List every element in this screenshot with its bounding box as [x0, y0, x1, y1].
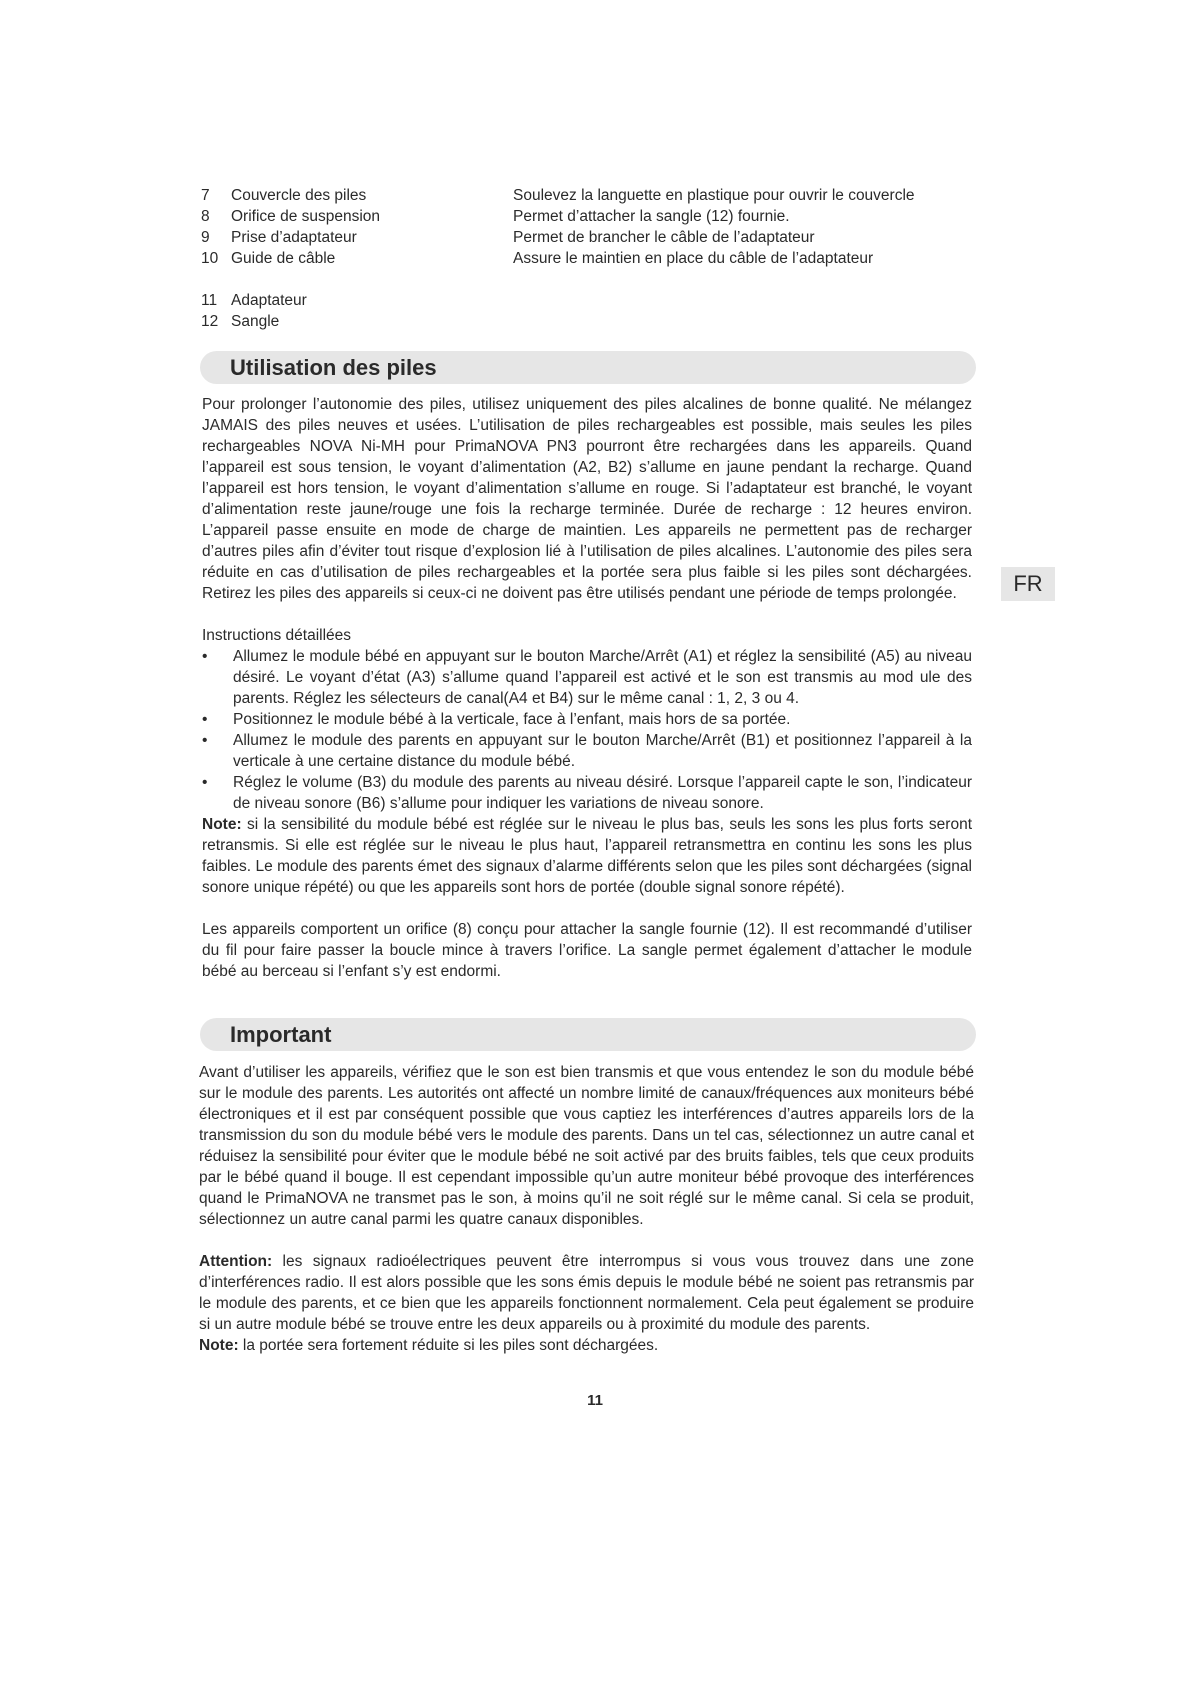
part-name: Orifice de suspension [231, 208, 381, 225]
section-header-important [200, 1018, 976, 1051]
note-text: la portée sera fortement réduite si les piles sont déchargées. [238, 1337, 659, 1354]
part-number: 10 [201, 250, 219, 267]
instruction-text: Réglez le volume (B3) du module des parents au niveau désiré. Lorsque l’appareil capte le son, l’indicateur de niveau sonore (B6) s’allume pour indiquer les variations de niveau sonore. [233, 774, 972, 812]
attention-label: Attention: [199, 1253, 273, 1270]
part-name: Adaptateur [231, 292, 307, 309]
part-name: Sangle [231, 313, 280, 330]
note-label: Note: [199, 1337, 239, 1354]
attention-paragraph [199, 1251, 974, 1335]
batteries-section-body [202, 394, 972, 982]
parts-list-item [201, 227, 981, 248]
parts-list [201, 185, 981, 332]
instructions-heading: Instructions détaillées [202, 627, 352, 644]
parts-list-item [201, 248, 981, 269]
part-name: Couvercle des piles [231, 187, 367, 204]
batteries-paragraph: Pour prolonger l’autonomie des piles, utilisez uniquement des piles alcalines de bonne qualité. Ne mélangez JAMAIS des piles neuves et usées. L’utilisation de piles rechargeables est possible, mais seules les piles rechargeables NOVA Ni-MH pour PrimaNOVA PN3 pourront être rechargées dans les appareils. Quand l’appareil est sous tension, le voyant d’alimentation (A2, B2) s’allume en jaune pendant la recharge. Quand l’appareil est hors tension, le voyant d’alimentation s’allume en rouge. Si l’adaptateur est branché, le voyant d’alimentation reste jaune/rouge une fois la recharge terminée. Durée de recharge : 12 heures environ. L’appareil passe ensuite en mode de charge de maintien. Les appareils ne permettent pas de recharger d’autres piles afin d’éviter tout risque d’explosion lié à l’utilisation de piles alcalines. L’autonomie des piles sera réduite en cas d’utilisation de piles rechargeables et la portée sera plus faible si les piles sont déchargées. Retirez les piles des appareils si ceux-ci ne doivent pas être utilisés pendant une période de temps prolongée. [202, 396, 972, 602]
part-name: Guide de câble [231, 250, 336, 267]
part-number: 11 [201, 292, 218, 309]
bullet-mark: • [202, 711, 208, 728]
instruction-bullet [202, 646, 972, 709]
part-description: Assure le maintien en place du câble de l’adaptateur [513, 250, 874, 267]
strap-paragraph: Les appareils comportent un orifice (8) conçu pour attacher la sangle fournie (12). Il est recommandé d’utiliser du fil pour faire passer la boucle mince à travers l’orifice. La sangle permet également d’attacher le module bébé au berceau si l’enfant s’y est endormi. [202, 921, 972, 980]
parts-list-item [201, 311, 981, 332]
instruction-text: Allumez le module des parents en appuyant sur le bouton Marche/Arrêt (B1) et positionnez l’appareil à la verticale à une certaine distance du module bébé. [233, 732, 972, 770]
part-description: Soulevez la languette en plastique pour ouvrir le couvercle [513, 187, 915, 204]
range-note [199, 1335, 974, 1356]
sensitivity-note [202, 814, 972, 898]
instruction-bullet [202, 709, 972, 730]
section-title: Important [230, 1022, 332, 1047]
part-description [513, 311, 981, 332]
attention-text: les signaux radioélectriques peuvent être interrompus si vous vous trouvez dans une zone d’interférences radio. Il est alors possible que les sons émis depuis le module bébé ne soient pas retransmis par le module des parents, et ce bien que les appareils fonctionnent normalement. Cela peut également se produire si un autre module bébé se trouve entre les deux appareils ou à proximité du module des parents. [199, 1253, 974, 1333]
instruction-text: Allumez le module bébé en appuyant sur le bouton Marche/Arrêt (A1) et réglez la sensibilité (A5) au niveau désiré. Le voyant d’état (A3) s’allume quand l’appareil est activé et le son est transmis au mod ule des parents. Réglez les sélecteurs de canal(A4 et B4) sur le même canal : 1, 2, 3 ou 4. [233, 648, 972, 707]
important-paragraph: Avant d’utiliser les appareils, vérifiez que le son est bien transmis et que vous entendez le son du module bébé sur le module des parents. Les autorités ont affecté un nombre limité de canaux/fréquences aux moniteurs bébé électroniques et il est par conséquent possible que vous captiez les interférences d’autres appareils lors de la transmission du son du module bébé vers le module des parents. Dans un tel cas, sélectionnez un autre canal et réduisez la sensibilité pour éviter que le module bébé ne soit activé par des bruits faibles, tels que ceux produits par le bébé quand il bouge. Il est cependant impossible qu’un autre moniteur bébé provoque des interférences quand le PrimaNOVA ne transmet pas le son, à moins qu’il ne soit réglé sur le même canal. Si cela se produit, sélectionnez un autre canal parmi les quatre canaux disponibles. [199, 1064, 974, 1228]
bullet-mark: • [202, 648, 208, 665]
spacer [202, 898, 972, 919]
bullet-mark: • [202, 774, 208, 791]
part-number: 8 [201, 208, 210, 225]
part-number: 12 [201, 313, 219, 330]
page-number: 11 [587, 1392, 603, 1409]
section-title: Utilisation des piles [230, 355, 437, 380]
part-name: Prise d’adaptateur [231, 229, 357, 246]
spacer [199, 1230, 974, 1251]
parts-list-item [201, 290, 981, 311]
spacer [202, 604, 972, 625]
parts-list-item [201, 206, 981, 227]
instruction-bullet [202, 730, 972, 772]
language-tab: FR [1001, 567, 1055, 601]
parts-list-item [201, 185, 981, 206]
part-description: Permet d’attacher la sangle (12) fournie. [513, 208, 790, 225]
bullet-mark: • [202, 732, 208, 749]
spacer [201, 269, 981, 290]
instruction-bullet [202, 772, 972, 814]
part-description [513, 290, 981, 311]
part-number: 7 [201, 187, 210, 204]
part-description: Permet de brancher le câble de l’adaptateur [513, 229, 815, 246]
section-header-batteries [200, 351, 976, 384]
instruction-text: Positionnez le module bébé à la verticale, face à l’enfant, mais hors de sa portée. [233, 711, 791, 728]
note-text: si la sensibilité du module bébé est réglée sur le niveau le plus bas, seuls les sons les plus forts seront retransmis. Si elle est réglée sur le niveau le plus haut, l’appareil retransmettra en continu les sons les plus faibles. Le module des parents émet des signaux d’alarme différents selon que les piles sont déchargées (signal sonore unique répété) ou que les appareils sont hors de portée (double signal sonore répété). [202, 816, 972, 896]
important-section-body [199, 1062, 974, 1356]
part-number: 9 [201, 229, 210, 246]
note-label: Note: [202, 816, 242, 833]
